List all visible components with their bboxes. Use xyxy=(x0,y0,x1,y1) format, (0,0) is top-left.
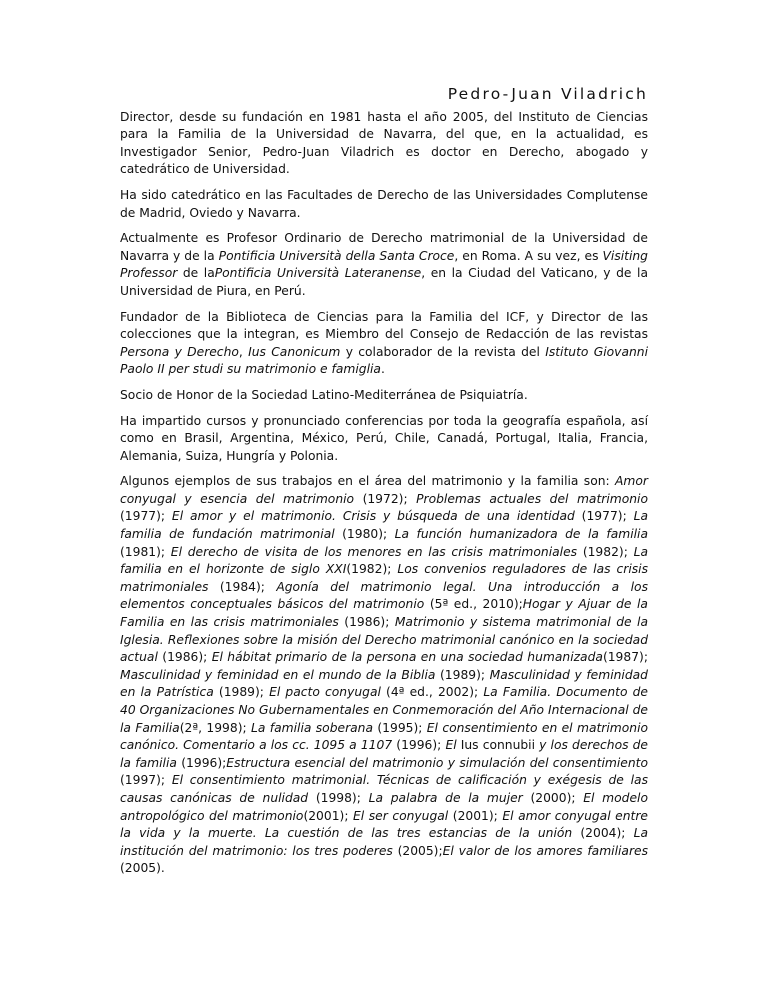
body-text: (5ª ed., 2010); xyxy=(424,597,523,612)
italic-title-text: El valor de los amores familiares xyxy=(442,843,648,858)
body-text: (1987); xyxy=(602,650,648,665)
italic-title-text: El consentimiento matrimonial. Técnicas de calificación y exégesis de las causas canónicas de nulidad xyxy=(120,773,648,805)
body-text: (2004); xyxy=(572,826,634,841)
body-text: Actualmente es Profesor Ordinario de Derecho matrimonial de la Universidad de Navarra y de la xyxy=(120,231,648,263)
italic-title-text: Estructura esencial del matrimonio y simulación del consentimiento xyxy=(226,755,648,770)
biography-body xyxy=(120,109,648,878)
body-text: y colaborador de la revista del xyxy=(340,344,546,359)
body-text: Ha impartido cursos y pronunciado conferencias por toda la geografía española, así como en Brasil, Argentina, México, Perú, Chile, Canadá, Portugal, Italia, Francia, Alemania, Suiza, Hungría y Polonia. xyxy=(120,413,648,463)
body-text: (1980); xyxy=(334,527,395,542)
italic-title-text: Masculinidad y feminidad en el mundo de la Biblia xyxy=(120,667,436,682)
body-text: Director, desde su fundación en 1981 hasta el año 2005, del Instituto de Ciencias para la Familia de la Universidad de Navarra, del que, en la actualidad, es Investigador Senior, Pedro-Juan Viladrich es doctor en Derecho, abogado y catedrático de Universidad. xyxy=(120,109,648,177)
italic-title-text: El xyxy=(445,738,457,753)
italic-title-text: El consentimiento en el matrimonio canónico. Comentario a los cc. 1095 a 1107 xyxy=(120,720,649,753)
body-text: (1989); xyxy=(213,685,270,700)
body-text: Ha sido catedrático en las Facultades de Derecho de las Universidades Complutense de Madrid, Oviedo y Navarra. xyxy=(120,187,648,220)
body-text: , en Roma. A su vez, es xyxy=(454,248,603,263)
italic-title-text: La función humanizadora de la familia xyxy=(394,527,649,542)
body-text: , en la Ciudad del Vaticano, y de la Universidad de Piura, en Perú. xyxy=(120,266,648,298)
body-text: , xyxy=(238,344,249,359)
italic-title-text: El hábitat primario de la persona en una sociedad humanizada xyxy=(211,650,603,665)
italic-title-text: La palabra de la mujer xyxy=(368,790,523,805)
body-text: (1986); xyxy=(338,615,395,630)
body-text: (1977); xyxy=(120,509,172,524)
body-text: Ius connubii xyxy=(456,738,540,753)
body-text: Algunos ejemplos de sus trabajos en el área del matrimonio y la familia son: xyxy=(120,474,616,489)
italic-title-text: Istituto Giovanni Paolo II per studi su matrimonio e famiglia xyxy=(120,344,648,377)
italic-title-text: La Familia. Documento de 40 Organizaciones No Gubernamentales en Conmemoración del Año Internacional de la Familia xyxy=(120,685,648,735)
italic-title-text: La institución del matrimonio: los tres poderes xyxy=(120,826,648,858)
italic-title-text: Los convenios reguladores de las crisis matrimoniales xyxy=(120,562,648,594)
paragraph-6 xyxy=(120,413,648,466)
italic-title-text: La familia en el horizonte de siglo XXI xyxy=(120,544,648,577)
italic-title-text: La familia de fundación matrimonial xyxy=(120,509,648,542)
italic-title-text: Pontificia Università della Santa Croce xyxy=(218,248,455,263)
body-text: (2001); xyxy=(303,808,354,823)
italic-title-text: Ius Canonicum xyxy=(248,344,341,359)
italic-title-text: El amor y el matrimonio. Crisis y búsqueda de una identidad xyxy=(171,509,575,524)
paragraph-4 xyxy=(120,309,648,379)
body-text: (1977); xyxy=(574,509,634,524)
italic-title-text: El modelo antropológico del matrimonio xyxy=(120,790,648,823)
body-text: (1984); xyxy=(208,579,277,594)
body-text: (1997); xyxy=(120,773,172,788)
body-text: (4ª ed., 2002); xyxy=(380,685,484,700)
body-text: (2001); xyxy=(448,808,503,823)
body-text: de la xyxy=(177,266,215,281)
body-text: . xyxy=(380,362,385,377)
italic-title-text: El ser conyugal xyxy=(353,808,449,823)
italic-title-text: El derecho de visita de los menores en las crisis matrimoniales xyxy=(170,544,578,559)
body-text: Fundador de la Biblioteca de Ciencias para la Familia del ICF, y Director de las colecciones que la integran, es Miembro del Consejo de Redacción de las revistas xyxy=(120,309,648,342)
italic-title-text: Visiting Professor xyxy=(120,248,648,281)
italic-title-text: y los derechos de la familia xyxy=(120,738,648,770)
body-text: (1989); xyxy=(435,667,490,682)
italic-title-text: Masculinidad y feminidad en la Patrística xyxy=(120,667,648,700)
body-text: (1981); xyxy=(120,544,171,559)
document-page xyxy=(120,86,648,886)
body-text: Socio de Honor de la Sociedad Latino-Mediterránea de Psiquiatría. xyxy=(120,387,528,402)
italic-title-text: Problemas actuales del matrimonio xyxy=(416,491,648,506)
italic-title-text: La familia soberana xyxy=(251,720,373,735)
italic-title-text: El amor conyugal entre la vida y la muerte. La cuestión de las tres estancias de la unión xyxy=(120,808,648,841)
italic-title-text: Agonía del matrimonio legal. Una introducción a los elementos conceptuales básicos del matrimonio xyxy=(120,579,648,612)
body-text: (2005). xyxy=(120,861,165,876)
body-text: (1996); xyxy=(392,738,446,753)
body-text: (2000); xyxy=(522,790,584,805)
italic-title-text: Hogar y Ajuar de la Familia en las crisis matrimoniales xyxy=(120,597,648,630)
italic-title-text: Pontificia Università Lateranense xyxy=(214,266,422,281)
body-text: (1982); xyxy=(577,544,634,559)
italic-title-text: Matrimonio y sistema matrimonial de la Iglesia. Reflexiones sobre la misión del Derecho matrimonial canónico en la sociedad actual xyxy=(120,615,648,665)
body-text: (1986); xyxy=(157,650,212,665)
paragraph-1 xyxy=(120,109,648,179)
paragraph-3 xyxy=(120,230,648,300)
body-text: (1998); xyxy=(308,790,369,805)
body-text: (1995); xyxy=(373,720,427,735)
italic-title-text: Amor conyugal y esencia del matrimonio xyxy=(120,474,648,506)
paragraph-7 xyxy=(120,473,648,878)
body-text: (1972); xyxy=(354,491,417,506)
italic-title-text: El pacto conyugal xyxy=(269,685,381,700)
body-text: (2005); xyxy=(392,843,443,858)
paragraph-2 xyxy=(120,187,648,222)
italic-title-text: Persona y Derecho xyxy=(120,344,239,359)
body-text: (1996); xyxy=(176,755,227,770)
body-text: (1982); xyxy=(346,562,398,577)
author-name: Pedro-Juan Viladrich xyxy=(447,85,648,103)
body-text: (2ª, 1998); xyxy=(179,720,252,735)
paragraph-5 xyxy=(120,387,648,405)
